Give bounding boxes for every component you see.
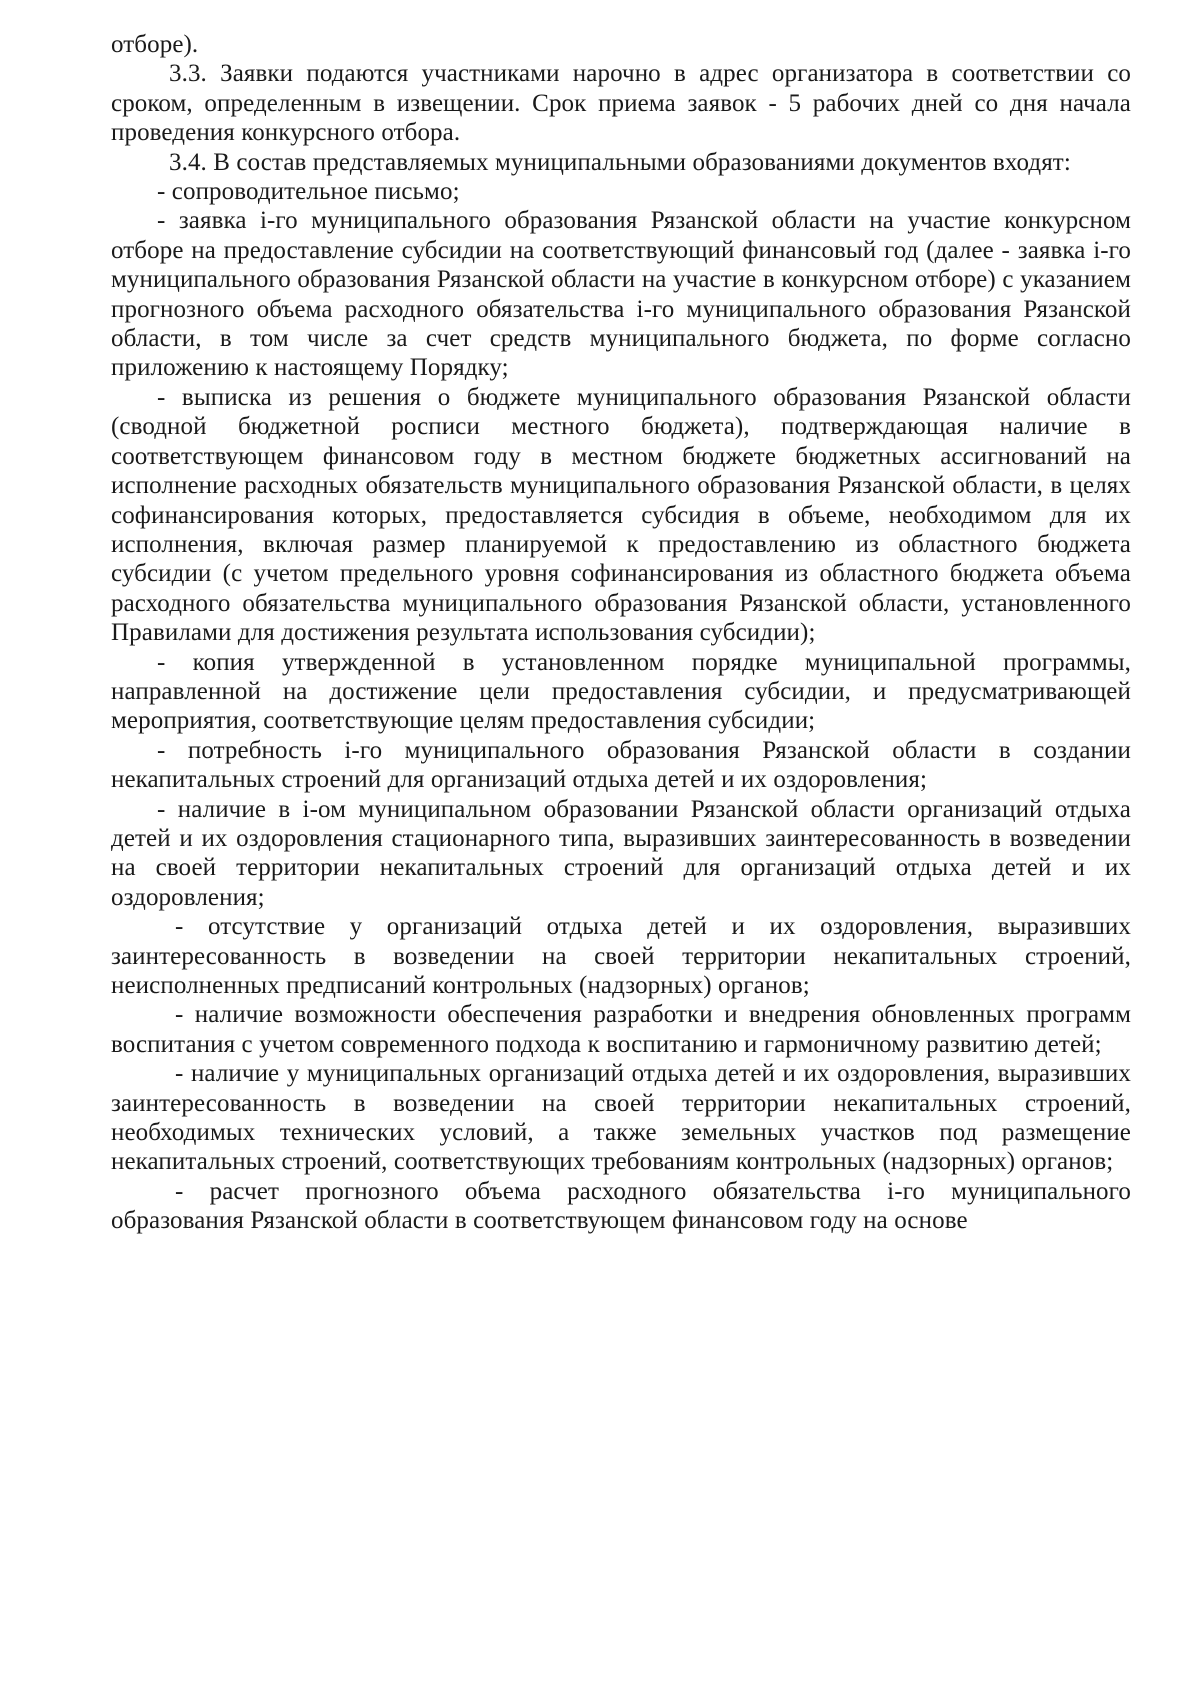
paragraph-3-4: 3.4. В состав представляемых муниципальными образованиями документов входят:	[169, 148, 1071, 176]
list-item-need: - потребность i-го муниципального образования Рязанской области в создании некапитальных строений для организаций отдыха детей и их оздоровления;	[111, 736, 1131, 794]
list-item-cover-letter: - сопроводительное письмо;	[157, 178, 460, 206]
list-item-application: - заявка i-го муниципального образования Рязанской области на участие конкурсном отборе на предоставление субсидии на соответствующий финансовый год (далее - заявка i-го муниципального образования Рязанской области на участие в конкурсном отборе) с указанием прогнозного объема расходного обязательства i-го муниципального образования Рязанской области, в том числе за счет средств муниципального бюджета, по форме согласно приложению к настоящему Порядку;	[111, 207, 1131, 382]
list-item-programs: - наличие возможности обеспечения разработки и внедрения обновленных программ воспитания с учетом современного подхода к воспитанию и гармоничному развитию детей;	[111, 1001, 1131, 1058]
list-item-no-violations: - отсутствие у организаций отдыха детей и их оздоровления, выразивших заинтересованность в возведении на своей территории некапитальных строений, неисполненных предписаний контрольных (надзорных) органов;	[111, 913, 1131, 999]
list-item-budget-extract: - выписка из решения о бюджете муниципального образования Рязанской области (сводной бюджетной росписи местного бюджета), подтверждающая наличие в соответствующем финансовом году в местном бюджете бюджетных ассигнований на исполнение расходных обязательств муниципального образования Рязанской области, в целях софинансирования которых, предоставляется субсидия в объеме, необходимом для их исполнения, включая размер планируемой к предоставлению из областного бюджета субсидии (с учетом предельного уровня софинансирования из областного бюджета объема расходного обязательства муниципального образования Рязанской области, установленного Правилами для достижения результата использования субсидии);	[111, 383, 1131, 647]
list-item-organizations: - наличие в i-ом муниципальном образовании Рязанской области организаций отдыха детей и их оздоровления стационарного типа, выразивших заинтересованность в возведении на своей территории некапитальных строений для организаций отдыха детей и их оздоровления;	[111, 795, 1131, 911]
list-item-calculation: - расчет прогнозного объема расходного обязательства i-го муниципального образования Рязанской области в соответствующем финансовом году на основе	[111, 1177, 1131, 1235]
list-item-technical-conditions: - наличие у муниципальных организаций отдыха детей и их оздоровления, выразивших заинтересованность в возведении на своей территории некапитальных строений, необходимых технических условий, а также земельных участков под размещение некапитальных строений, соответствующих требованиям контрольных (надзорных) органов;	[111, 1060, 1131, 1176]
paragraph-3-3: 3.3. Заявки подаются участниками нарочно в адрес организатора в соответствии со сроком, определенным в извещении. Срок приема заявок - 5 рабочих дней со дня начала проведения конкурсного отбора.	[111, 60, 1131, 147]
paragraph-continuation: отборе).	[111, 31, 199, 58]
list-item-program-copy: - копия утвержденной в установленном порядке муниципальной программы, направленной на достижение цели предоставления субсидии, и предусматривающей мероприятия, соответствующие целям предоставления субсидии;	[111, 648, 1131, 735]
document-body	[111, 30, 1131, 1236]
